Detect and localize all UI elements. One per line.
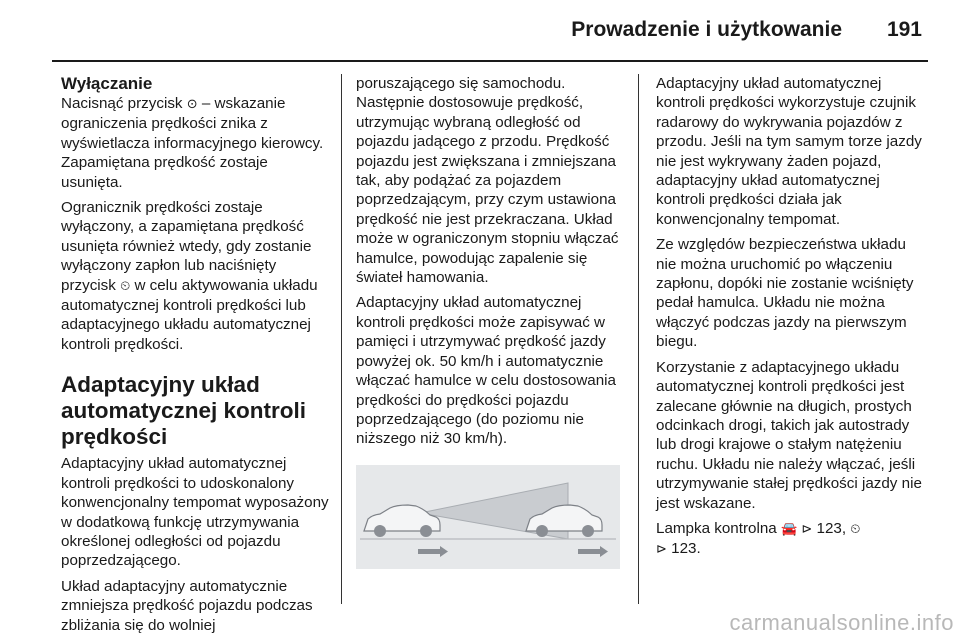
paragraph	[61, 94, 329, 192]
motion-arrow-left	[418, 546, 448, 557]
page-header	[0, 0, 960, 62]
reference-arrow-icon: ⊳	[656, 542, 667, 558]
text: Lampka kontrolna	[656, 519, 781, 537]
text: – wskazanie ograniczenia prędkości znika z wyświetlacza informacyjnego kierowcy. Zapamiętana prędkość zostaje usunięta.	[61, 95, 324, 191]
text: 123.	[666, 540, 701, 558]
paragraph: poruszającego się samochodu. Następnie dostosowuje prędkość, utrzymując wybraną odległość od pojazdu jadącego z przodu. Prędkość pojazdu jest zwiększana i zmniejszana tak, aby podążać za pojazdem poprzedzającym, przy czym ustawiona prędkość nie jest przekraczana. Układ może w ograniczonym stopniu włączać hamulce, powodując zapalenie się świateł hamowania.	[356, 75, 619, 287]
car-icon: 🚘	[780, 521, 798, 537]
speed-limiter-icon: ⊙	[186, 97, 198, 112]
text: Nacisnąć przycisk	[61, 95, 187, 112]
paragraph: Adaptacyjny układ automatycznej kontroli prędkości wykorzystuje czujnik radarowy do wykrywania pojazdów z przodu. Jeśli na tym samym torze jazdy nie jest wykrywany żaden pojazd, adaptacyjny układ automatycznej kontroli prędkości działa jak konwencjonalny tempomat.	[656, 75, 922, 228]
reference-arrow-icon: ⊳	[801, 521, 813, 537]
header-divider	[52, 60, 928, 62]
text: w celu aktywowania układu automatycznej kontroli prędkości lub adaptacyjnego układu automatycznej kontroli prędkości.	[61, 276, 318, 353]
rear-car-icon	[364, 505, 440, 537]
cruise-control-icon: ⏲	[850, 521, 861, 537]
radar-illustration-svg	[356, 465, 620, 569]
column-3	[656, 74, 926, 566]
header-title: Prowadzenie i użytkowanie	[571, 18, 842, 41]
column-2	[356, 74, 626, 569]
cruise-control-icon: ⏲	[120, 278, 131, 294]
motion-arrow-right	[578, 546, 608, 557]
paragraph: Ze względów bezpieczeństwa układu nie można uruchomić po włączeniu zapłonu, dopóki nie zostanie wciśnięty pedał hamulca. Układu nie można włączyć podczas jazdy na pierwszym biegu.	[656, 236, 914, 351]
paragraph	[61, 198, 329, 354]
column-1	[61, 74, 329, 641]
section-heading: Adaptacyjny układ automatycznej kontroli prędkości	[61, 372, 307, 450]
paragraph: Korzystanie z adaptacyjnego układu automatycznej kontroli prędkości jest zalecane głównie na długich, prostych odcinkach drogi, takich jak autostrady lub drogi krajowe o stałym natężeniu ruchu. Układu nie należy włączać, jeśli utrzymywanie stałej prędkości jazdy nie jest wskazane.	[656, 358, 922, 512]
text: Ogranicznik prędkości zostaje wyłączony, a zapamiętana prędkość usunięta również wtedy, gdy zostanie wyłączony zapłon lub naciśnięty przycisk	[61, 199, 312, 294]
subheading-switching-off: Wyłączanie	[61, 74, 153, 93]
paragraph: Układ adaptacyjny automatycznie zmniejsza prędkość pojazdu podczas zbliżania się do wolniej	[61, 577, 313, 634]
paragraph: Adaptacyjny układ automatycznej kontroli prędkości może zapisywać w pamięci i utrzymywać prędkość jazdy powyżej ok. 50 km/h i automatycznie włączać hamulce w celu dostosowania prędkości do prędkości pojazdu poprzedzającego (do poziomu nie niższego niż 30 km/h).	[356, 294, 617, 448]
column-divider-1	[341, 74, 342, 604]
text: 123,	[812, 519, 851, 537]
radar-illustration	[356, 465, 620, 569]
watermark: carmanualsonline.info	[729, 610, 954, 635]
paragraph: Adaptacyjny układ automatycznej kontroli prędkości to udoskonalony konwencjonalny tempomat wyposażony w dodatkową funkcję utrzymywania określonej odległości od pojazdu poprzedzającego.	[61, 455, 329, 570]
column-divider-2	[638, 74, 639, 604]
page-number: 191	[886, 18, 922, 41]
paragraph	[656, 519, 926, 560]
